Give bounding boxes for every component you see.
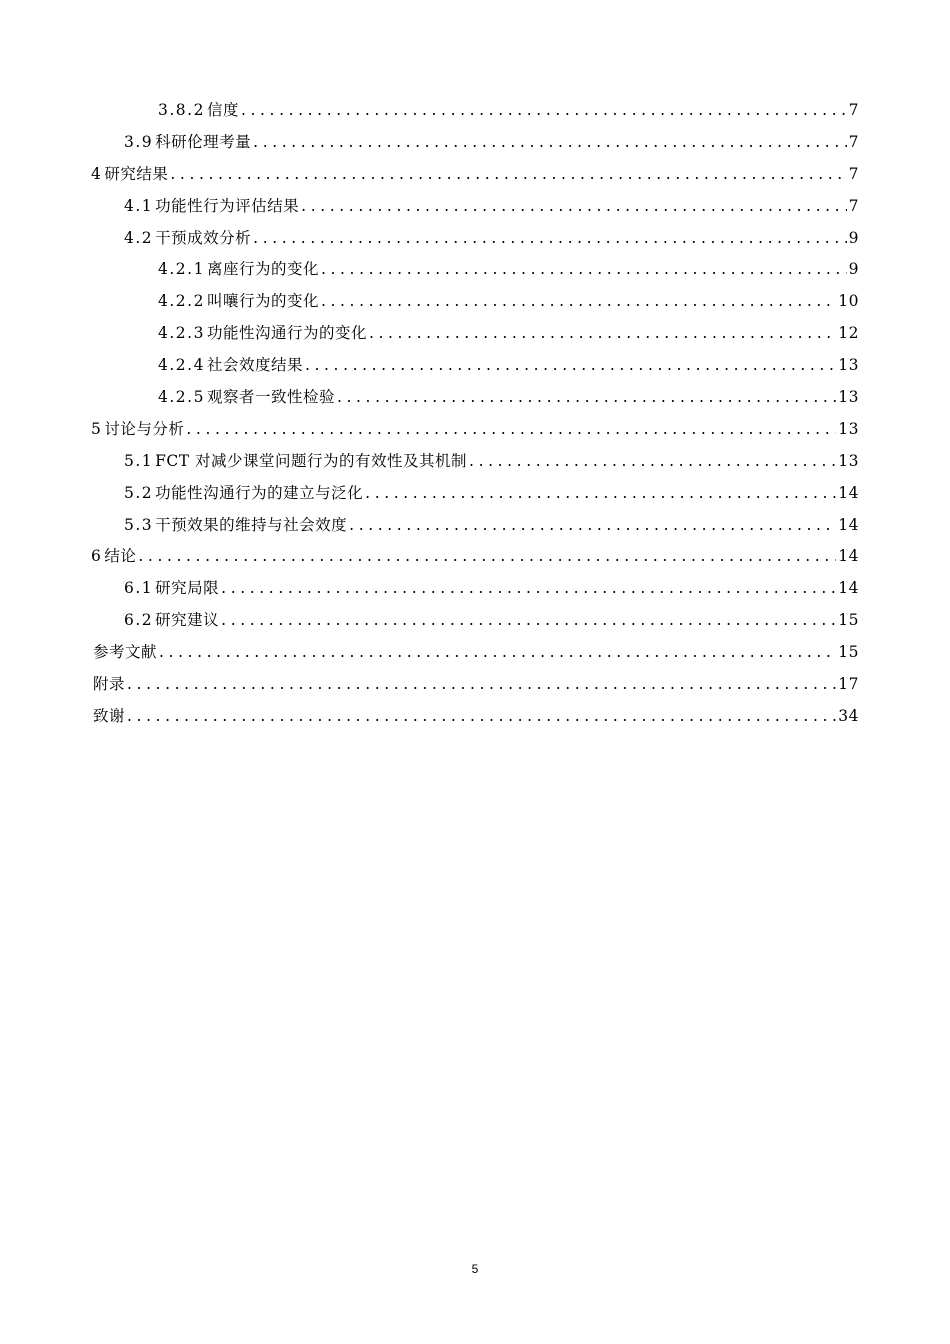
toc-entry-title: 观察者一致性检验: [206, 388, 335, 407]
toc-leader-dots: [321, 254, 847, 286]
toc-entry-number: 5.2: [124, 483, 154, 502]
toc-entry-number: 3.9: [124, 132, 154, 151]
toc-entry[interactable]: [91, 573, 859, 605]
toc-entry-page: 13: [838, 356, 859, 375]
toc-entry-number: 3.8.2: [158, 101, 205, 119]
toc-entry-title: 研究结果: [104, 164, 169, 183]
toc-entry-number: 5.3: [124, 515, 154, 534]
toc-entry[interactable]: [91, 541, 859, 573]
toc-entry-title: 功能性沟通行为的建立与泛化: [155, 483, 364, 502]
toc-entry-title: 研究局限: [155, 579, 220, 598]
toc-entry[interactable]: [91, 478, 859, 510]
toc-entry-page: 14: [838, 547, 859, 566]
toc-entry[interactable]: [91, 127, 859, 159]
toc-entry-number: 4.2.4: [158, 356, 205, 375]
toc-entry-page: 9: [848, 228, 859, 247]
toc-entry-title: FCT 对减少课堂问题行为的有效性及其机制: [155, 451, 468, 470]
toc-entry-page: 14: [838, 579, 859, 598]
toc-entry-number: 4.2.1: [158, 260, 205, 279]
page-number: 5: [471, 1262, 479, 1276]
toc-entry[interactable]: [91, 95, 859, 127]
toc-leader-dots: [221, 573, 836, 605]
toc-leader-dots: [186, 414, 836, 446]
toc-leader-dots: [469, 446, 836, 478]
toc-entry[interactable]: [91, 350, 859, 382]
toc-entry[interactable]: [91, 637, 859, 669]
toc-entry-title: 干预效果的维持与社会效度: [155, 515, 348, 534]
toc-entry-page: 17: [838, 675, 859, 694]
toc-entry-number: 6: [91, 547, 103, 566]
toc-entry[interactable]: [91, 286, 859, 318]
toc-leader-dots: [221, 605, 836, 637]
toc-leader-dots: [337, 382, 836, 414]
toc-entry-number: 4.2.2: [158, 292, 205, 311]
toc-entry-title: 致谢: [93, 706, 126, 725]
toc-entry-page: 14: [838, 483, 859, 502]
toc-leader-dots: [127, 669, 836, 701]
toc-entry-number: 6.1: [124, 579, 154, 598]
toc-entry-page: 34: [838, 706, 859, 725]
toc-leader-dots: [365, 478, 836, 510]
toc-entry[interactable]: [91, 605, 859, 637]
toc-entry-number: 5.1: [124, 451, 154, 470]
toc-entry-title: 信度: [206, 101, 239, 119]
toc-entry-page: 13: [838, 419, 859, 438]
table-of-contents: [91, 95, 859, 733]
toc-entry-number: 5: [91, 419, 103, 438]
toc-entry-number: 4.1: [124, 196, 154, 215]
toc-leader-dots: [159, 637, 836, 669]
toc-entry-page: 15: [838, 643, 859, 662]
toc-leader-dots: [241, 95, 847, 127]
toc-entry-number: 6.2: [124, 611, 154, 630]
toc-entry-page: 10: [838, 292, 859, 311]
toc-entry[interactable]: [91, 382, 859, 414]
toc-entry-title: 附录: [93, 675, 126, 694]
toc-entry-title: 研究建议: [155, 611, 220, 630]
toc-entry-title: 参考文献: [93, 643, 158, 662]
toc-entry[interactable]: [91, 254, 859, 286]
toc-leader-dots: [127, 701, 836, 733]
toc-entry-number: 4.2: [124, 228, 154, 247]
toc-leader-dots: [253, 127, 846, 159]
toc-leader-dots: [349, 510, 836, 542]
toc-entry-title: 科研伦理考量: [155, 132, 252, 151]
toc-entry-title: 离座行为的变化: [206, 260, 319, 279]
toc-entry-title: 社会效度结果: [206, 356, 303, 375]
toc-entry[interactable]: [91, 446, 859, 478]
toc-entry-page: 9: [848, 260, 859, 279]
toc-entry[interactable]: [91, 191, 859, 223]
toc-entry-page: 7: [848, 101, 859, 119]
toc-entry-title: 叫嚷行为的变化: [206, 292, 319, 311]
toc-entry[interactable]: [91, 159, 859, 191]
toc-leader-dots: [305, 350, 836, 382]
toc-entry[interactable]: [91, 701, 859, 733]
toc-entry-title: 功能性沟通行为的变化: [206, 324, 367, 343]
toc-entry-page: 7: [848, 132, 859, 151]
toc-entry[interactable]: [91, 414, 859, 446]
toc-entry-page: 7: [848, 164, 859, 183]
toc-entry[interactable]: [91, 223, 859, 255]
toc-entry-title: 干预成效分析: [155, 228, 252, 247]
toc-entry[interactable]: [91, 318, 859, 350]
toc-entry-page: 14: [838, 515, 859, 534]
toc-entry-page: 13: [838, 451, 859, 470]
toc-leader-dots: [138, 541, 836, 573]
toc-entry-title: 结论: [104, 547, 137, 566]
toc-entry-title: 功能性行为评估结果: [155, 196, 300, 215]
toc-entry-page: 12: [838, 324, 859, 343]
toc-entry-page: 15: [838, 611, 859, 630]
toc-entry-number: 4.2.3: [158, 324, 205, 343]
toc-entry-number: 4: [91, 164, 103, 183]
toc-leader-dots: [253, 223, 846, 255]
toc-leader-dots: [369, 318, 836, 350]
toc-entry-number: 4.2.5: [158, 388, 205, 407]
toc-entry-title: 讨论与分析: [104, 419, 185, 438]
toc-entry-page: 7: [848, 196, 859, 215]
toc-entry-page: 13: [838, 388, 859, 407]
toc-leader-dots: [301, 191, 846, 223]
toc-entry[interactable]: [91, 669, 859, 701]
toc-leader-dots: [321, 286, 836, 318]
toc-leader-dots: [170, 159, 846, 191]
toc-entry[interactable]: [91, 510, 859, 542]
